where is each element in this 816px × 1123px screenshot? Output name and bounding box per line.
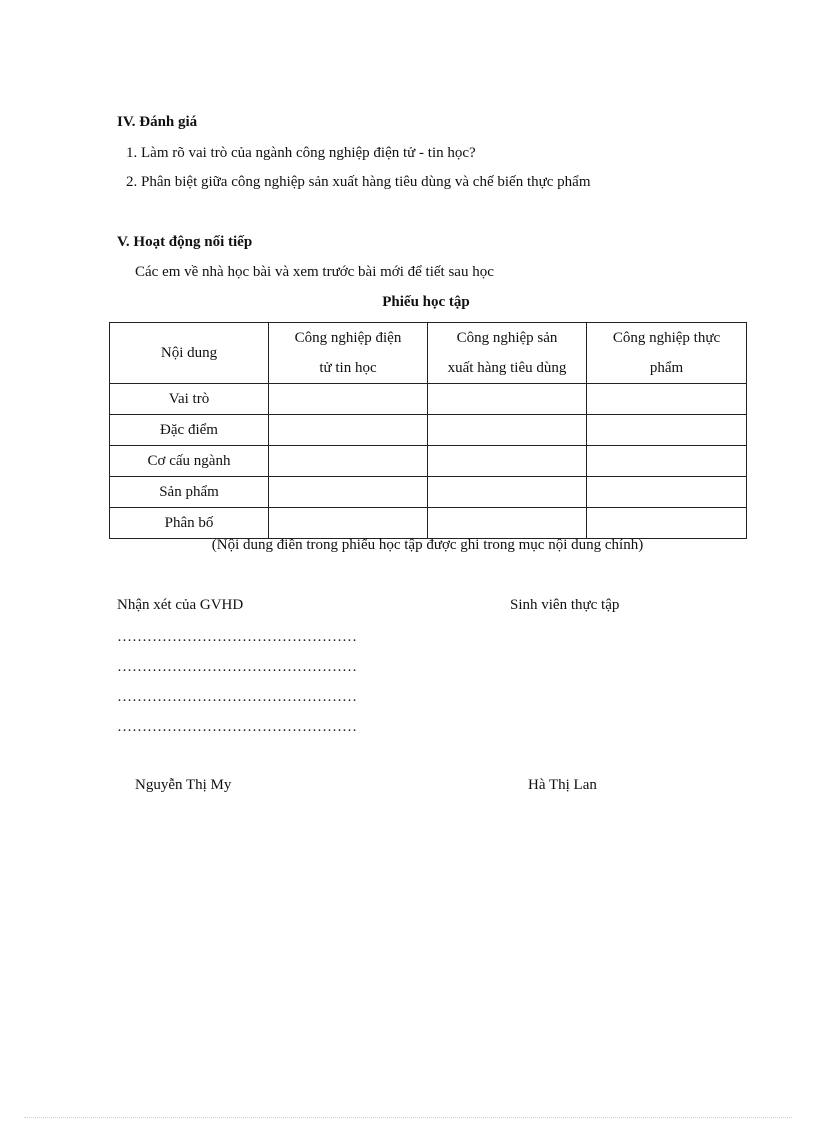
comment-line: ………………………………………… bbox=[117, 629, 357, 645]
empty-cell bbox=[587, 446, 747, 477]
table-row bbox=[110, 477, 747, 508]
header-cn-thuc-pham-line2: phẩm bbox=[649, 360, 684, 376]
section-v-heading: V. Hoạt động nối tiếp bbox=[117, 234, 253, 250]
comment-line: ………………………………………… bbox=[117, 689, 357, 705]
row-label: Phân bố bbox=[110, 508, 269, 539]
row-label: Đặc điểm bbox=[110, 415, 269, 446]
section-iv-heading: IV. Đánh giá bbox=[117, 114, 198, 130]
row-label: Vai trò bbox=[110, 384, 269, 415]
header-cn-thuc-pham-line1: Công nghiệp thực bbox=[612, 330, 721, 346]
table-row bbox=[110, 446, 747, 477]
table-row bbox=[110, 415, 747, 446]
empty-cell bbox=[269, 446, 428, 477]
empty-cell bbox=[587, 508, 747, 539]
header-cn-hang-tieu-dung bbox=[428, 323, 587, 384]
gvhd-label: Nhận xét của GVHD bbox=[117, 597, 244, 613]
empty-cell bbox=[428, 384, 587, 415]
header-cn-hang-tieu-dung-line2: xuất hàng tiêu dùng bbox=[447, 360, 567, 376]
page-bottom-rule bbox=[24, 1117, 792, 1118]
section-v-text: Các em về nhà học bài và xem trước bài mới để tiết sau học bbox=[135, 264, 494, 280]
table-row bbox=[110, 508, 747, 539]
worksheet-title: Phiếu học tập bbox=[382, 294, 470, 310]
empty-cell bbox=[428, 477, 587, 508]
empty-cell bbox=[428, 446, 587, 477]
comment-line: ………………………………………… bbox=[117, 719, 357, 735]
empty-cell bbox=[587, 384, 747, 415]
header-noi-dung: Nội dung bbox=[110, 323, 269, 384]
comment-line: ………………………………………… bbox=[117, 659, 357, 675]
empty-cell bbox=[587, 477, 747, 508]
student-name: Hà Thị Lan bbox=[528, 777, 597, 793]
worksheet-note: (Nội dung điền trong phiếu học tập được ghi trong mục nội dung chính) bbox=[211, 537, 644, 553]
header-cn-hang-tieu-dung-line1: Công nghiệp sản bbox=[456, 330, 558, 346]
student-label: Sinh viên thực tập bbox=[510, 597, 620, 613]
empty-cell bbox=[587, 415, 747, 446]
empty-cell bbox=[269, 508, 428, 539]
worksheet-table bbox=[109, 322, 747, 539]
empty-cell bbox=[269, 415, 428, 446]
empty-cell bbox=[428, 508, 587, 539]
table-header-row bbox=[110, 323, 747, 384]
empty-cell bbox=[269, 384, 428, 415]
header-cn-thuc-pham bbox=[587, 323, 747, 384]
row-label: Cơ cấu ngành bbox=[110, 446, 269, 477]
table-row bbox=[110, 384, 747, 415]
gvhd-name: Nguyễn Thị My bbox=[135, 777, 232, 793]
header-cn-dien-tu-line1: Công nghiệp điện bbox=[294, 330, 402, 346]
question-2: 2. Phân biệt giữa công nghiệp sản xuất hàng tiêu dùng và chế biến thực phẩm bbox=[126, 174, 591, 190]
empty-cell bbox=[269, 477, 428, 508]
row-label: Sản phẩm bbox=[110, 477, 269, 508]
question-1: 1. Làm rõ vai trò của ngành công nghiệp điện tử - tin học? bbox=[126, 145, 476, 161]
header-cn-dien-tu bbox=[269, 323, 428, 384]
header-cn-dien-tu-line2: tử tin học bbox=[319, 360, 377, 376]
empty-cell bbox=[428, 415, 587, 446]
